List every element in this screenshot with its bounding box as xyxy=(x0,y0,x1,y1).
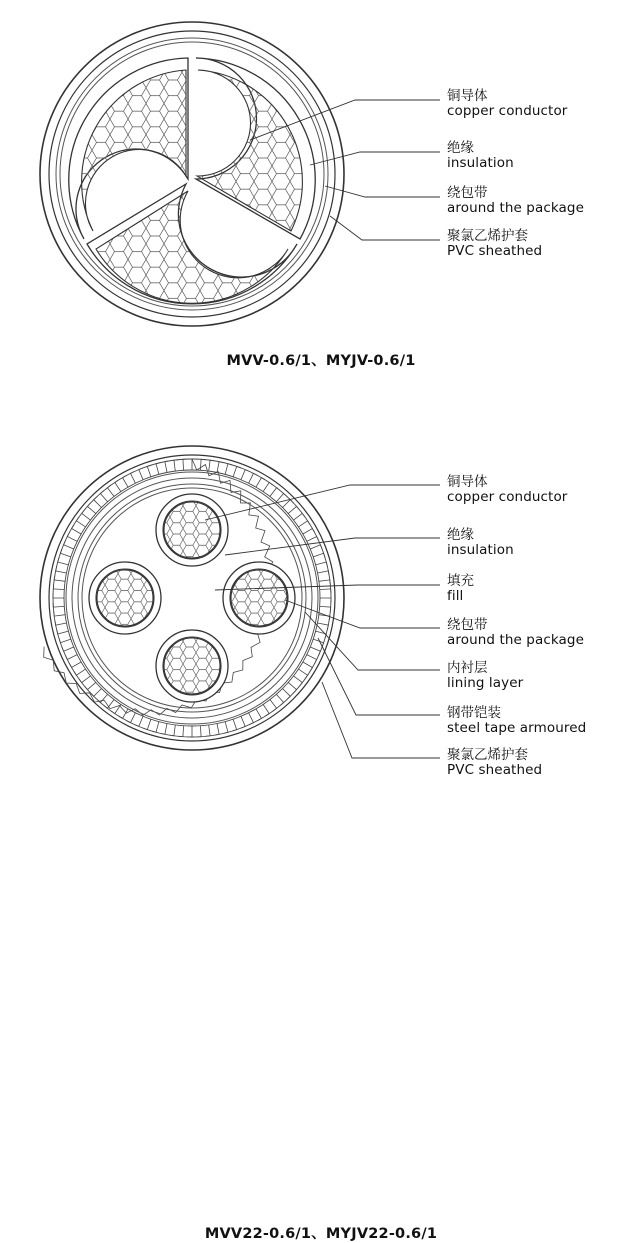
label-pvc-sheathed xyxy=(447,229,542,259)
label-en: steel tape armoured xyxy=(447,720,587,737)
label-cn: 聚氯乙烯护套 xyxy=(447,228,528,244)
label-cn: 绝缘 xyxy=(447,527,474,543)
label-insulation xyxy=(447,141,514,171)
label-en: around the package xyxy=(447,200,584,217)
label-cn: 绝缘 xyxy=(447,140,474,156)
label-en: copper conductor xyxy=(447,489,568,506)
figure-2-labels xyxy=(0,420,642,856)
label-en: around the package xyxy=(447,632,584,649)
figure-1-caption: MVV-0.6/1、MYJV-0.6/1 xyxy=(226,353,416,369)
label-cn: 绕包带 xyxy=(447,617,488,633)
label-en: PVC sheathed xyxy=(447,243,543,260)
label-fill xyxy=(447,574,474,604)
label-cn: 铜导体 xyxy=(447,474,488,490)
figure-2-caption: MVV22-0.6/1、MYJV22-0.6/1 xyxy=(204,1226,438,1242)
label-insulation xyxy=(447,528,514,558)
label-en: insulation xyxy=(447,155,514,172)
label-around-the-package xyxy=(447,618,584,648)
label-cn: 聚氯乙烯护套 xyxy=(447,747,528,763)
figure-three-core-cable xyxy=(0,0,642,400)
label-cn: 内衬层 xyxy=(447,660,488,676)
figure-1-labels xyxy=(0,0,642,400)
label-cn: 钢带铠装 xyxy=(447,705,501,721)
figure-four-core-armoured-cable xyxy=(0,420,642,1242)
label-pvc-sheathed xyxy=(447,748,542,778)
label-cn: 绕包带 xyxy=(447,185,488,201)
label-cn: 填充 xyxy=(447,573,474,589)
label-en: copper conductor xyxy=(447,103,568,120)
label-en: PVC sheathed xyxy=(447,762,543,779)
label-around-the-package xyxy=(447,186,584,216)
label-steel-tape-armoured xyxy=(447,706,586,736)
label-en: fill xyxy=(447,588,464,605)
label-copper-conductor xyxy=(447,89,567,119)
label-cn: 铜导体 xyxy=(447,88,488,104)
label-en: lining layer xyxy=(447,675,524,692)
label-copper-conductor xyxy=(447,475,567,505)
label-lining-layer xyxy=(447,661,523,691)
label-en: insulation xyxy=(447,542,514,559)
